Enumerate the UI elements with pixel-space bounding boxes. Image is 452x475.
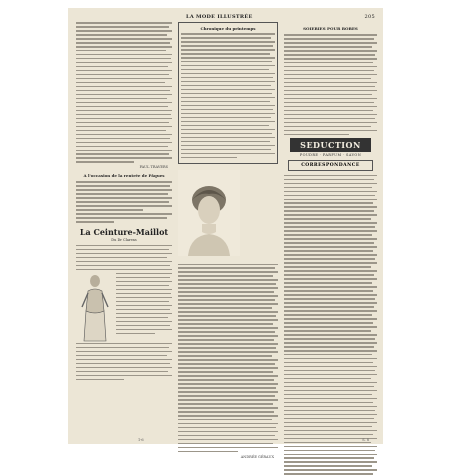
- corset-illustration: [76, 273, 114, 343]
- article-text-block: [284, 175, 377, 475]
- ceinture-subtitle: Du Dr Clarens: [111, 237, 137, 242]
- article-text-block: [181, 33, 275, 158]
- seduction-ad: SEDUCTION: [290, 138, 371, 152]
- article-text-block: [178, 264, 278, 453]
- column-2: [178, 22, 278, 459]
- chronique-frame: [178, 22, 278, 164]
- column-1: [76, 22, 172, 438]
- article-text-block: [284, 34, 377, 135]
- signature: PAUL TRAVERS: [139, 165, 168, 170]
- article-text-block: [76, 181, 172, 222]
- article-text-block: [76, 343, 172, 380]
- article-text-block: [76, 245, 172, 271]
- footer-left: 1-6: [138, 438, 144, 442]
- section-heading: A l'occasion de la rentrée de Pâques: [83, 173, 165, 179]
- footer-right: S. 8: [362, 438, 369, 442]
- article-text-block: [116, 273, 172, 343]
- signature: ANDRÉE GÉRAUX: [240, 454, 274, 459]
- ceinture-title: La Ceinture-Maillot: [79, 226, 169, 237]
- page-number: 205: [364, 14, 375, 20]
- header-title: LA MODE ILLUSTRÉE: [186, 14, 253, 20]
- coiffure-illustration: [178, 170, 240, 256]
- soieries-title: SOIERIES POUR ROBES: [303, 26, 358, 31]
- chronique-title: Chronique du printemps: [200, 26, 256, 31]
- magazine-page: [68, 8, 383, 459]
- seduction-subtitle: POUDRE · PARFUM · SAVON: [299, 152, 362, 157]
- correspondance-heading: CORRESPONDANCE: [288, 160, 373, 171]
- article-text-block: [76, 22, 172, 163]
- column-3: [284, 22, 377, 438]
